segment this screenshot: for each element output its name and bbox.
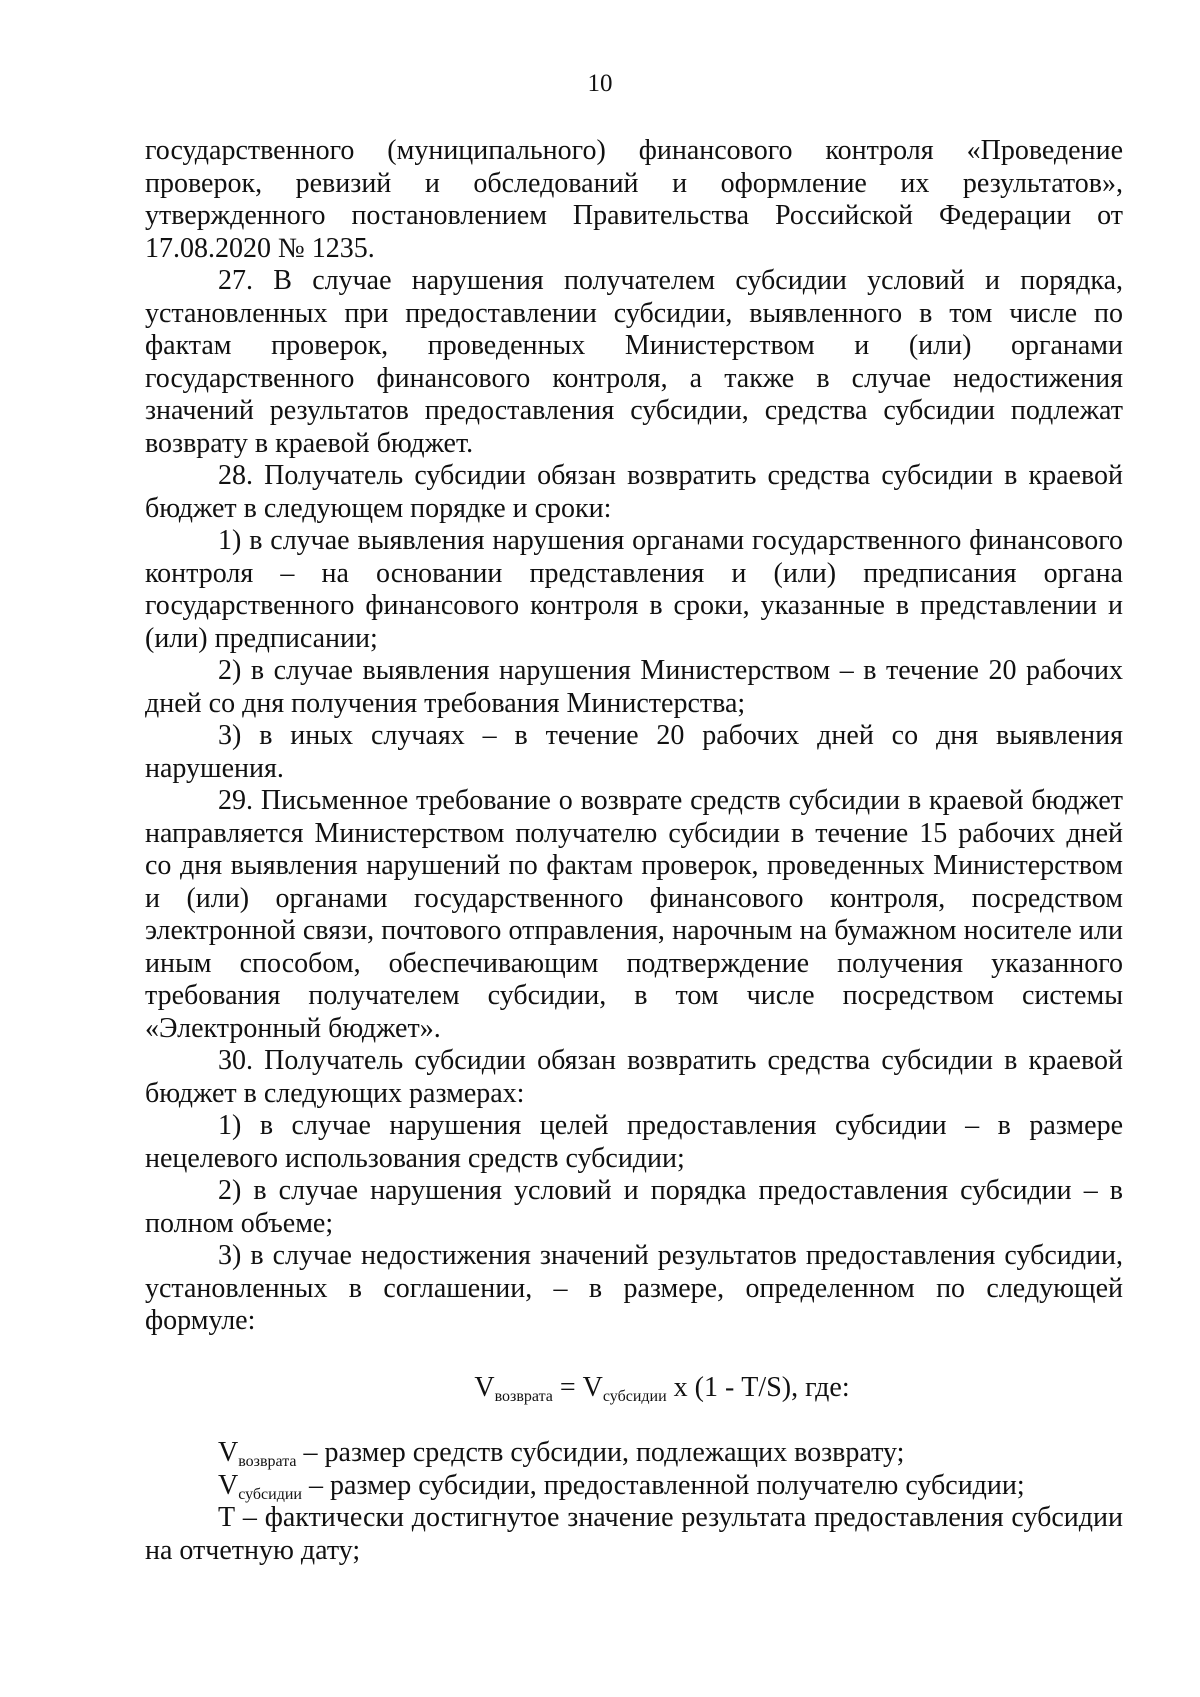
paragraph-27: 27. В случае нарушения получателем субсидии условий и порядка, установленных при предоставлении субсидии, выявленного в том числе по фактам проверок, проведенных Министерством и (или) органами государственного финансового контроля, а также в случае недостижения значений результатов предоставления субсидии, средства субсидии подлежат возврату в краевой бюджет. <box>145 265 1123 459</box>
paragraph-continuation: государственного (муниципального) финансового контроля «Проведение проверок, ревизий и обследований и оформление их результатов», утвержденного постановлением Правительства Российской Федерации от 17.08.2020 № 1235. <box>145 135 1123 264</box>
definition-symbol-v: V <box>218 1469 239 1501</box>
paragraph-30: 30. Получатель субсидии обязан возвратить средства субсидии в краевой бюджет в следующих размерах: <box>145 1045 1123 1109</box>
definition-sub-subsidy: субсидии <box>238 1485 302 1503</box>
formula-rest: х (1 - T/S), где: <box>666 1371 850 1403</box>
paragraph-28-item-1: 1) в случае выявления нарушения органами государственного финансового контроля – на основании представления и (или) предписания органа государственного финансового контроля в сроки, указанные в представлении и (или) предписании; <box>145 525 1123 654</box>
paragraph-28-item-3: 3) в иных случаях – в течение 20 рабочих дней со дня выявления нарушения. <box>145 720 1123 784</box>
definition-subsidy-text: – размер субсидии, предоставленной получателю субсидии; <box>301 1469 1025 1501</box>
document-body <box>145 135 1123 1567</box>
definition-symbol-v: V <box>218 1437 239 1468</box>
formula-sub-return: возврата <box>494 1387 553 1405</box>
paragraph-28: 28. Получатель субсидии обязан возвратить средства субсидии в краевой бюджет в следующем порядке и сроки: <box>145 460 1123 524</box>
definition-t: Т – фактически достигнутое значение результата предоставления субсидии на отчетную дату; <box>145 1502 1123 1566</box>
formula-v-return: V <box>474 1371 495 1403</box>
definition-return-text: – размер средств субсидии, подлежащих возврату; <box>296 1437 905 1468</box>
return-formula <box>145 1372 1123 1405</box>
paragraph-30-item-1: 1) в случае нарушения целей предоставления субсидии – в размере нецелевого использования средств субсидии; <box>145 1110 1123 1174</box>
paragraph-29: 29. Письменное требование о возврате средств субсидии в краевой бюджет направляется Министерством получателю субсидии в течение 15 рабочих дней со дня выявления нарушений по фактам проверок, проведенных Министерством и (или) органами государственного финансового контроля, посредством электронной связи, почтового отправления, нарочным на бумажном носителе или иным способом, обеспечивающим подтверждение получения указанного требования получателем субсидии, в том числе посредством системы «Электронный бюджет». <box>145 785 1123 1044</box>
page-number: 10 <box>587 70 613 97</box>
formula-v-subsidy: V <box>582 1371 603 1403</box>
paragraph-28-item-2: 2) в случае выявления нарушения Министерством – в течение 20 рабочих дней со дня получения требования Министерства; <box>145 655 1123 719</box>
definition-v-subsidy <box>145 1470 1123 1503</box>
definition-v-return <box>145 1437 1123 1470</box>
paragraph-30-item-3: 3) в случае недостижения значений результатов предоставления субсидии, установленных в соглашении, – в размере, определенном по следующей формуле: <box>145 1240 1123 1336</box>
formula-sub-subsidy: субсидии <box>602 1387 667 1405</box>
definition-sub-return: возврата <box>238 1453 297 1470</box>
formula-equals: = <box>552 1371 583 1403</box>
paragraph-30-item-2: 2) в случае нарушения условий и порядка предоставления субсидии – в полном объеме; <box>145 1175 1123 1239</box>
